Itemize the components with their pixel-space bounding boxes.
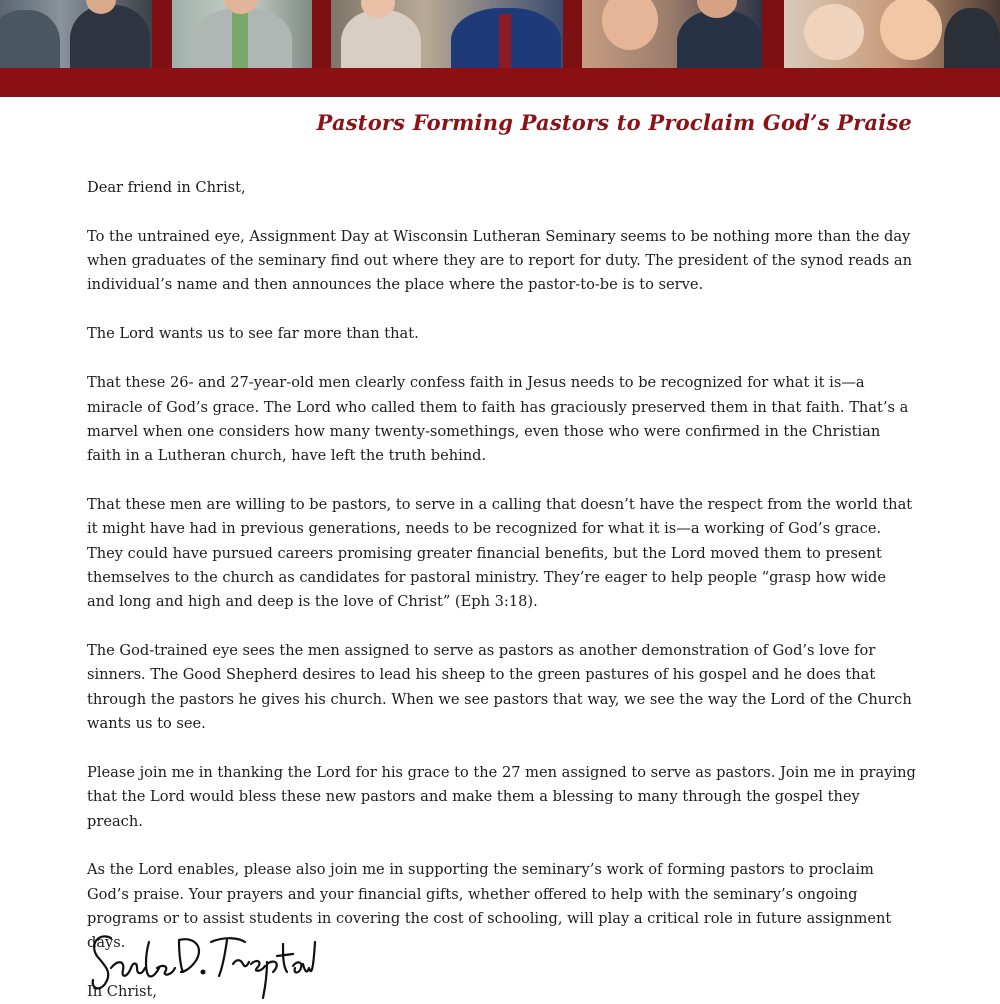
letter-paragraph: Please join me in thanking the Lord for his grace to the 27 men assigned to serve as pastors. Join me in praying that the Lord would bless these new pastors and make them a blessing to many through the gospel they preach.: [87, 763, 916, 830]
photo-man-green-tie: [172, 0, 312, 68]
photo-young-couple: [331, 0, 563, 68]
letter-paragraph: To the untrained eye, Assignment Day at Wisconsin Lutheran Seminary seems to be nothing more than the day when graduates of the seminary find out where they are to report for duty. The president of the synod reads an individual’s name and then announces the place where the pastor-to-be is to serve.: [87, 227, 912, 294]
letter-paragraph: That these 26- and 27-year-old men clearly confess faith in Jesus needs to be recognized for what it is—a miracle of God’s grace. The Lord who called them to faith has graciously preserved them in that faith. That’s a marvel when one considers how many twenty-somethings, even those who were confirmed in the Christian faith in a Lutheran church, have left the truth behind.: [87, 374, 909, 465]
letter-paragraph: That these men are willing to be pastors, to serve in a calling that doesn’t have the respect from the world that it might have had in previous generations, needs to be recognized for what it is—a working of God’s grace. They could have pursued careers promising greater financial benefits, but the Lord moved them to present themselves to the church as candidates for pastoral ministry. They’re eager to help people “grasp how wide and long and high and deep is the love of Christ” (Eph 3:18).: [87, 496, 913, 611]
letter-paragraph: The Lord wants us to see far more than that.: [87, 325, 419, 343]
letter-body: [87, 176, 917, 1004]
tagline: Pastors Forming Pastors to Proclaim God’s Praise: [316, 110, 912, 135]
letter-paragraph: The God-trained eye sees the men assigned to serve as pastors as another demonstration of God’s love for sinners. The Good Shepherd desires to lead his sheep to the green pastures of his gospel and he does that through the pastors he gives his church. When we see pastors that way, we see the way the Lord of the Church wants us to see.: [87, 642, 912, 733]
photo-men-in-suits: [0, 0, 152, 68]
photo-children: [784, 0, 1000, 68]
header-red-band: [0, 68, 1000, 97]
photo-smiling-couple: [582, 0, 762, 68]
closing: In Christ,: [87, 983, 158, 1001]
letter-paragraph: As the Lord enables, please also join me in supporting the seminary’s work of forming pastors to proclaim God’s praise. Your prayers and your financial gifts, whether offered to help with the seminary’s ongoing programs or to assist students in covering the cost of schooling, will play a critical role in future assignment days.: [87, 861, 892, 952]
header-photo-strip: [0, 0, 1000, 68]
handwritten-signature: [87, 922, 317, 1000]
salutation: Dear friend in Christ,: [87, 179, 246, 196]
